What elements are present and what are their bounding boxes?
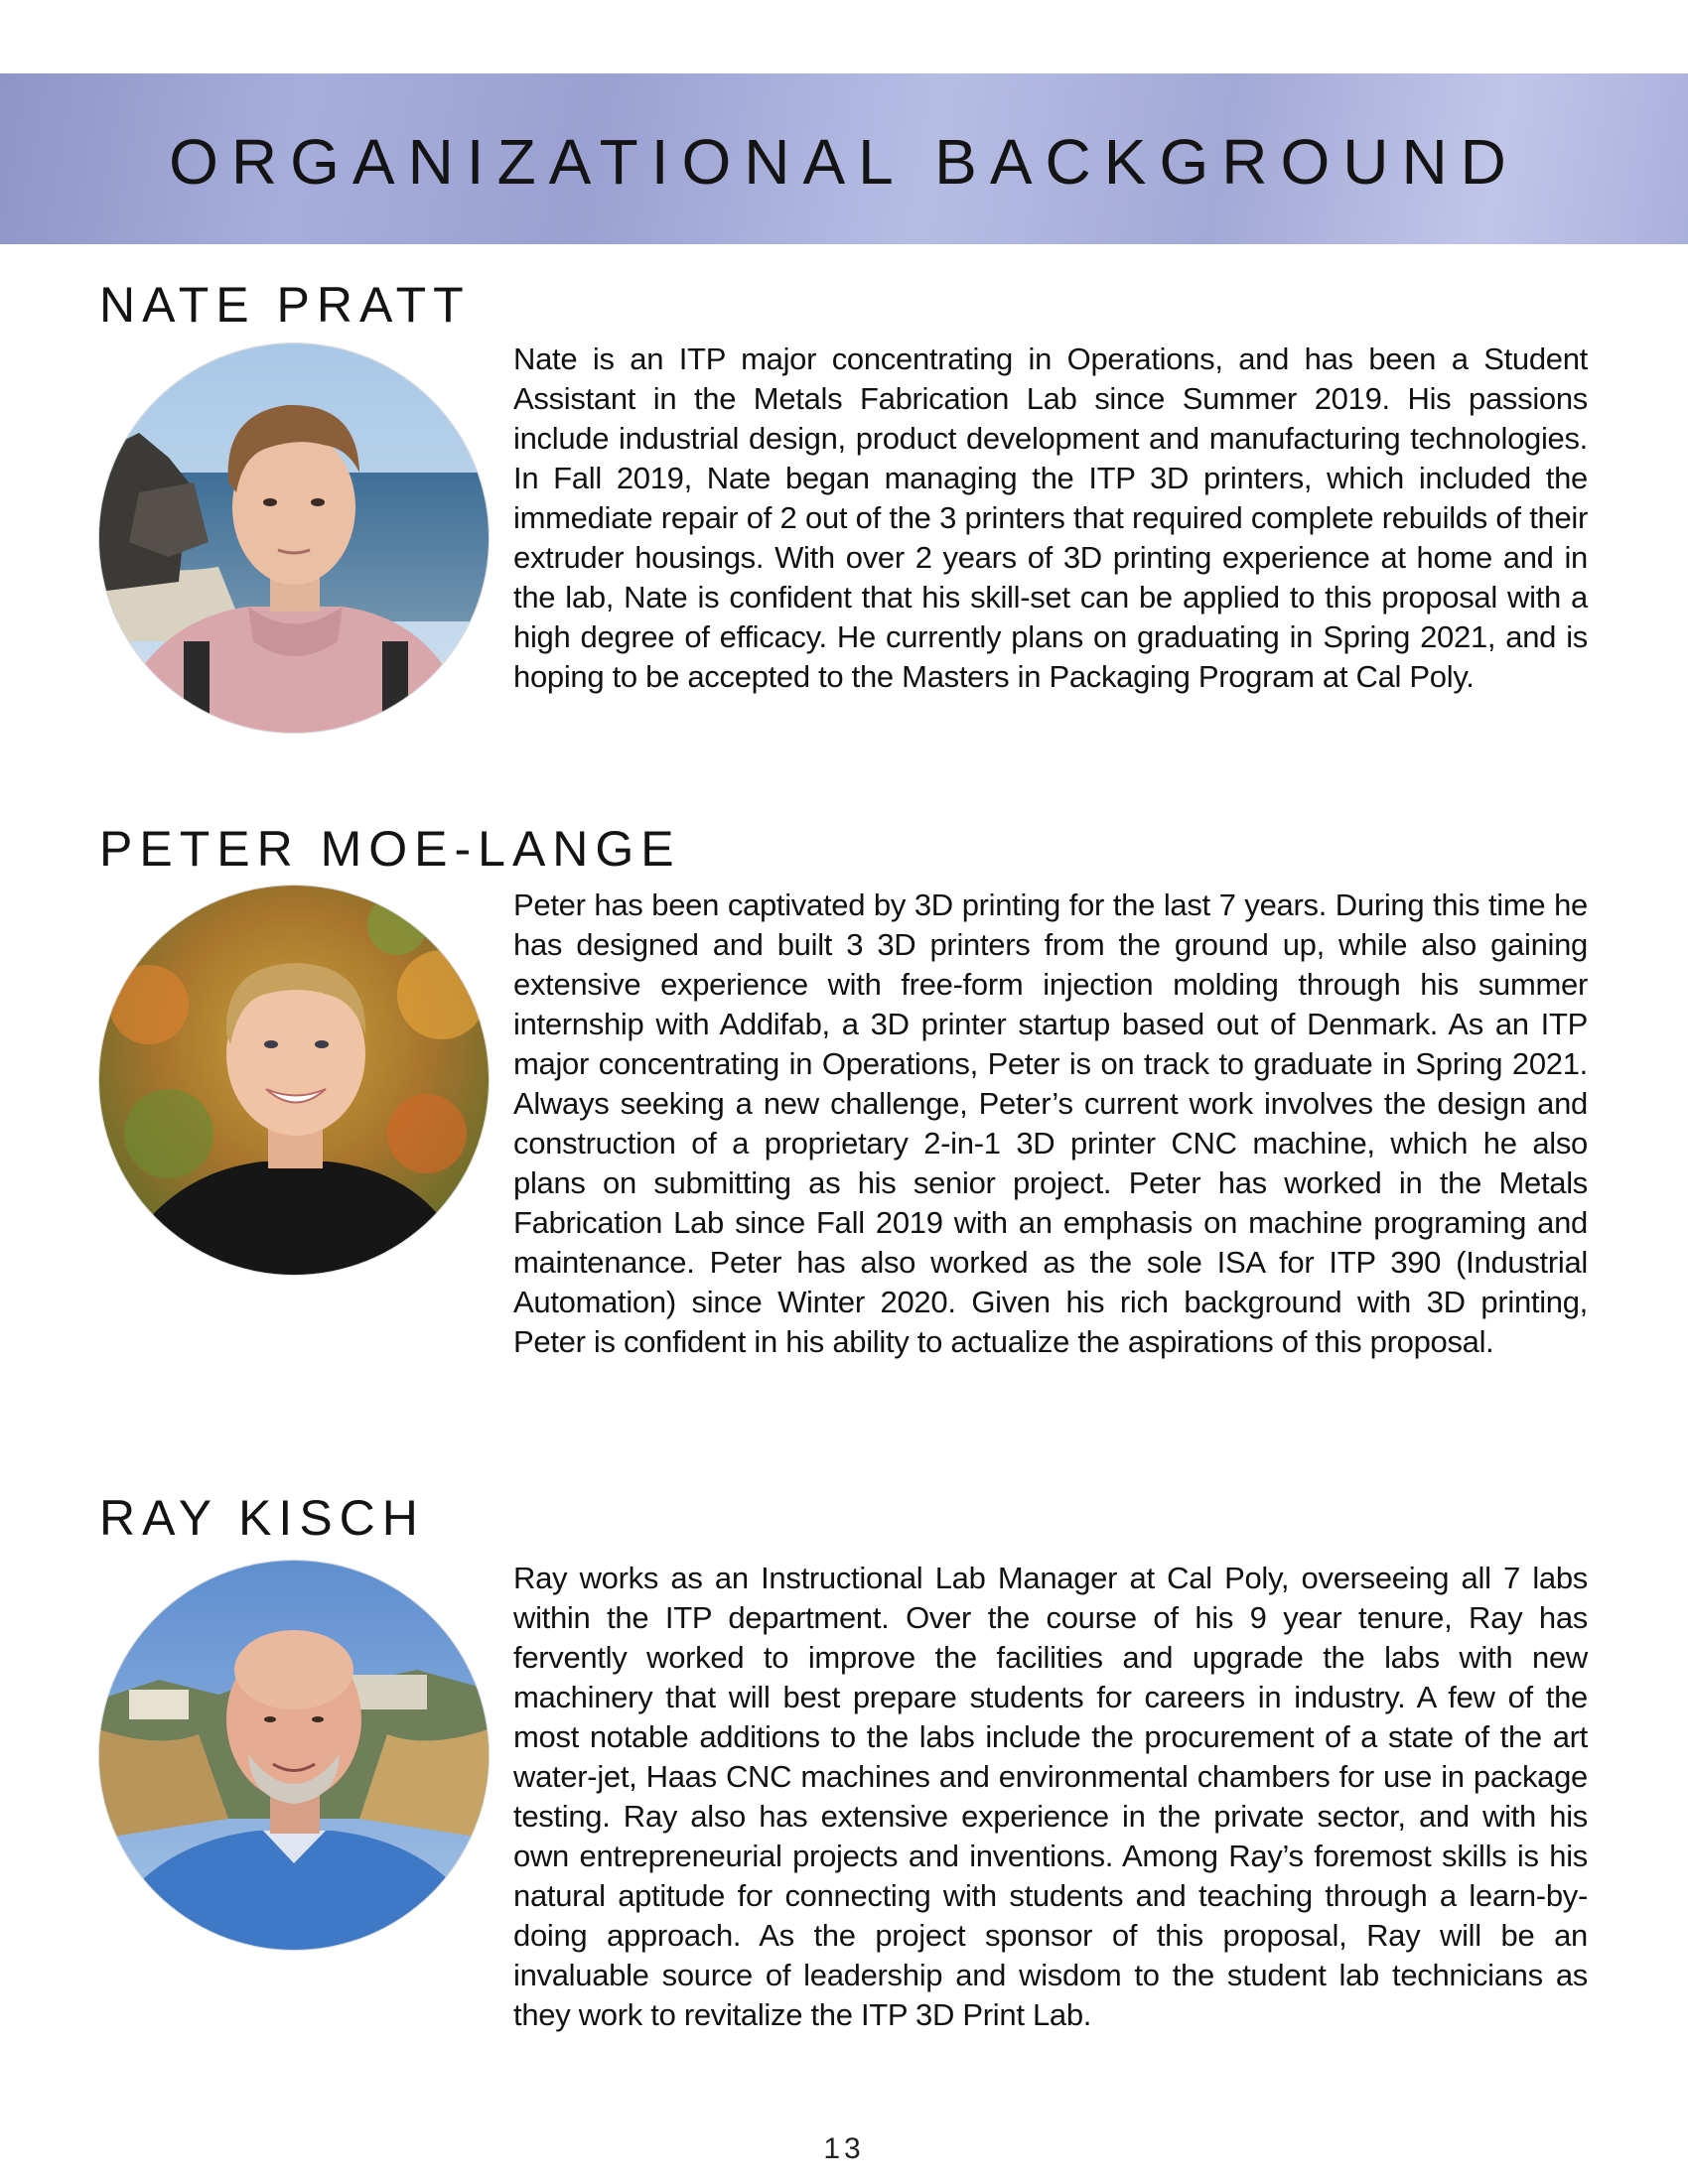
person-bio: Nate is an ITP major concentrating in Operations, and has been a Student Assistant in the Metals Fabrication Lab since Summer 2019. His passions include industrial design, product development and manufacturing technologies. In Fall 2019, Nate began managing the ITP 3D printers, which included the immediate repair of 2 out of the 3 printers that required complete rebuilds of their extruder housings. With over 2 years of 3D printing experience at home and in the lab, Nate is confident that his skill-set can be applied to this proposal with a high degree of efficacy. He currently plans on graduating in Spring 2021, and is hoping to be accepted to the Masters in Packaging Program at Cal Poly. <box>513 341 1588 694</box>
person-bio: Peter has been captivated by 3D printing for the last 7 years. During this time he has designed and built 3 3D printers from the ground up, while also gaining extensive experience with free-form injection molding through his summer internship with Addifab, a 3D printer startup based out of Denmark. As an ITP major concentrating in Operations, Peter is on track to graduate in Spring 2021. Always seeking a new challenge, Peter’s current work involves the design and construction of a proprietary 2-in-1 3D printer CNC machine, which he also plans on submitting as his senior project. Peter has worked in the Metals Fabrication Lab since Fall 2019 with an emphasis on machine programing and maintenance. Peter has also worked as the sole ISA for ITP 390 (Industrial Automation) since Winter 2020. Given his rich background with 3D printing, Peter is confident in his ability to actualize the aspirations of this proposal. <box>513 887 1588 1359</box>
page-title: ORGANIZATIONAL BACKGROUND <box>169 126 1519 198</box>
person-bio: Ray works as an Instructional Lab Manager at Cal Poly, overseeing all 7 labs within the ITP department. Over the course of his 9 year tenure, Ray has fervently worked to improve the facilities and upgrade the labs with new machinery that will best prepare students for careers in industry. A few of the most notable additions to the labs include the procurement of a state of the art water-jet, Haas CNC machines and environmental chambers for use in package testing. Ray also has extensive experience in the private sector, and with his own entrepreneurial projects and inventions. Among Ray’s foremost skills is his natural aptitude for connecting with students and teaching through a learn-by-doing approach. As the project sponsor of this proposal, Ray will be an invaluable source of leadership and wisdom to the student lab technicians as they work to revitalize the ITP 3D Print Lab. <box>513 1561 1588 2032</box>
section-header-banner <box>0 73 1688 244</box>
person-name: PETER MOE-LANGE <box>99 821 681 877</box>
person-name: NATE PRATT <box>99 277 471 333</box>
person-name: RAY KISCH <box>99 1490 425 1546</box>
page-number: 13 <box>823 2132 865 2165</box>
portrait-photo <box>99 886 489 1275</box>
portrait-photo <box>99 1561 489 1950</box>
portrait-photo <box>99 343 489 733</box>
